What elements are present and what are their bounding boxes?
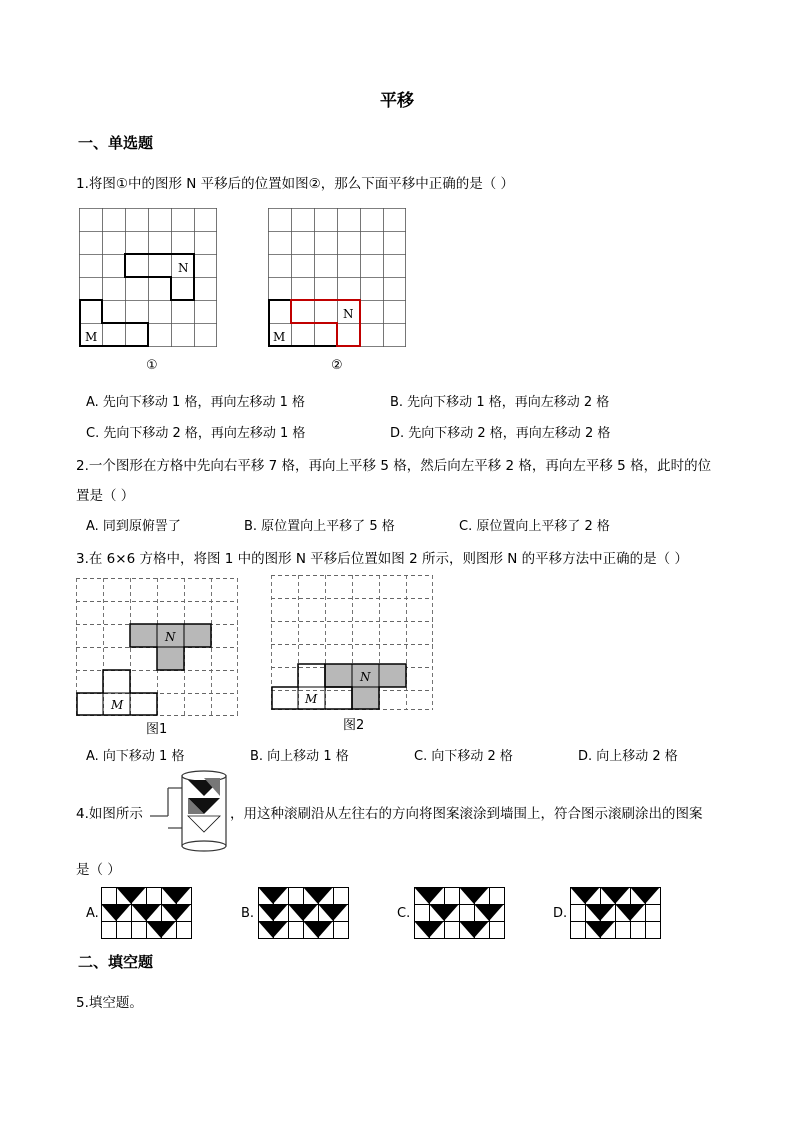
q3-fig1-label-m: M xyxy=(111,698,124,712)
q1-option-a[interactable]: A. 先向下移动 1 格，再向左移动 1 格 xyxy=(86,395,306,410)
q1-fig2-label-m: M xyxy=(273,330,286,344)
q1-figure-1 xyxy=(79,208,219,350)
question-4-text-line2: 是（ ） xyxy=(76,862,121,878)
q3-figure-1 xyxy=(76,578,240,718)
q4-option-d-pattern[interactable] xyxy=(570,887,664,941)
question-4-text-after: ，用这种滚刷沿从左往右的方向将图案滚涂到墙围上，符合图示滚刷涂出的图案 xyxy=(230,806,703,822)
q3-caption-2: 图2 xyxy=(343,718,365,733)
q4-option-c-label[interactable]: C. xyxy=(397,906,411,921)
q3-fig2-label-m: M xyxy=(305,692,318,706)
question-1-text: 1.将图①中的图形 N 平移后的位置如图②，那么下面平移中正确的是（ ） xyxy=(76,176,515,192)
q4-option-a-label[interactable]: A. xyxy=(86,906,99,921)
q1-fig1-label-n: N xyxy=(178,261,189,275)
q3-option-d[interactable]: D. 向上移动 2 格 xyxy=(578,749,678,764)
q2-option-b[interactable]: B. 原位置向上平移了 5 格 xyxy=(244,519,395,534)
question-2-text-line1: 2.一个图形在方格中先向右平移 7 格，再向上平移 5 格，然后向左平移 2 格，再向左平移 5 格，此时的位 xyxy=(76,458,712,474)
q3-fig1-label-n: N xyxy=(165,630,176,644)
q1-caption-2: ② xyxy=(331,358,343,373)
section-heading-single-choice: 一、单选题 xyxy=(78,134,154,152)
q4-option-b-label[interactable]: B. xyxy=(241,906,255,921)
q3-option-a[interactable]: A. 向下移动 1 格 xyxy=(86,749,185,764)
q4-option-a-pattern[interactable] xyxy=(101,887,195,941)
q1-option-d[interactable]: D. 先向下移动 2 格，再向左移动 2 格 xyxy=(390,426,611,441)
question-5-text: 5.填空题。 xyxy=(76,995,143,1011)
section-heading-fill-blank: 二、填空题 xyxy=(78,953,154,971)
question-2-text-line2: 置是（ ） xyxy=(76,488,135,504)
question-4-text-before: 4.如图所示 xyxy=(76,806,143,822)
q1-option-b[interactable]: B. 先向下移动 1 格，再向左移动 2 格 xyxy=(390,395,610,410)
question-3-text: 3.在 6×6 方格中，将图 1 中的图形 N 平移后位置如图 2 所示，则图形 N 的平移方法中正确的是（ ） xyxy=(76,551,688,567)
q1-figure-2 xyxy=(268,208,408,350)
q3-fig2-label-n: N xyxy=(360,670,371,684)
paint-roller-figure xyxy=(148,768,230,852)
q1-fig2-label-n: N xyxy=(343,307,354,321)
q3-option-b[interactable]: B. 向上移动 1 格 xyxy=(250,749,349,764)
q4-option-b-pattern[interactable] xyxy=(258,887,352,941)
q2-option-a[interactable]: A. 同到原俯詈了 xyxy=(86,519,181,534)
page-title: 平移 xyxy=(380,91,414,111)
q1-fig1-label-m: M xyxy=(85,330,98,344)
q3-option-c[interactable]: C. 向下移动 2 格 xyxy=(414,749,513,764)
q1-caption-1: ① xyxy=(146,358,158,373)
q3-figure-2 xyxy=(271,575,435,715)
q3-caption-1: 图1 xyxy=(146,722,168,737)
q1-option-c[interactable]: C. 先向下移动 2 格，再向左移动 1 格 xyxy=(86,426,306,441)
q4-option-d-label[interactable]: D. xyxy=(553,906,568,921)
q4-option-c-pattern[interactable] xyxy=(414,887,508,941)
q2-option-c[interactable]: C. 原位置向上平移了 2 格 xyxy=(459,519,610,534)
